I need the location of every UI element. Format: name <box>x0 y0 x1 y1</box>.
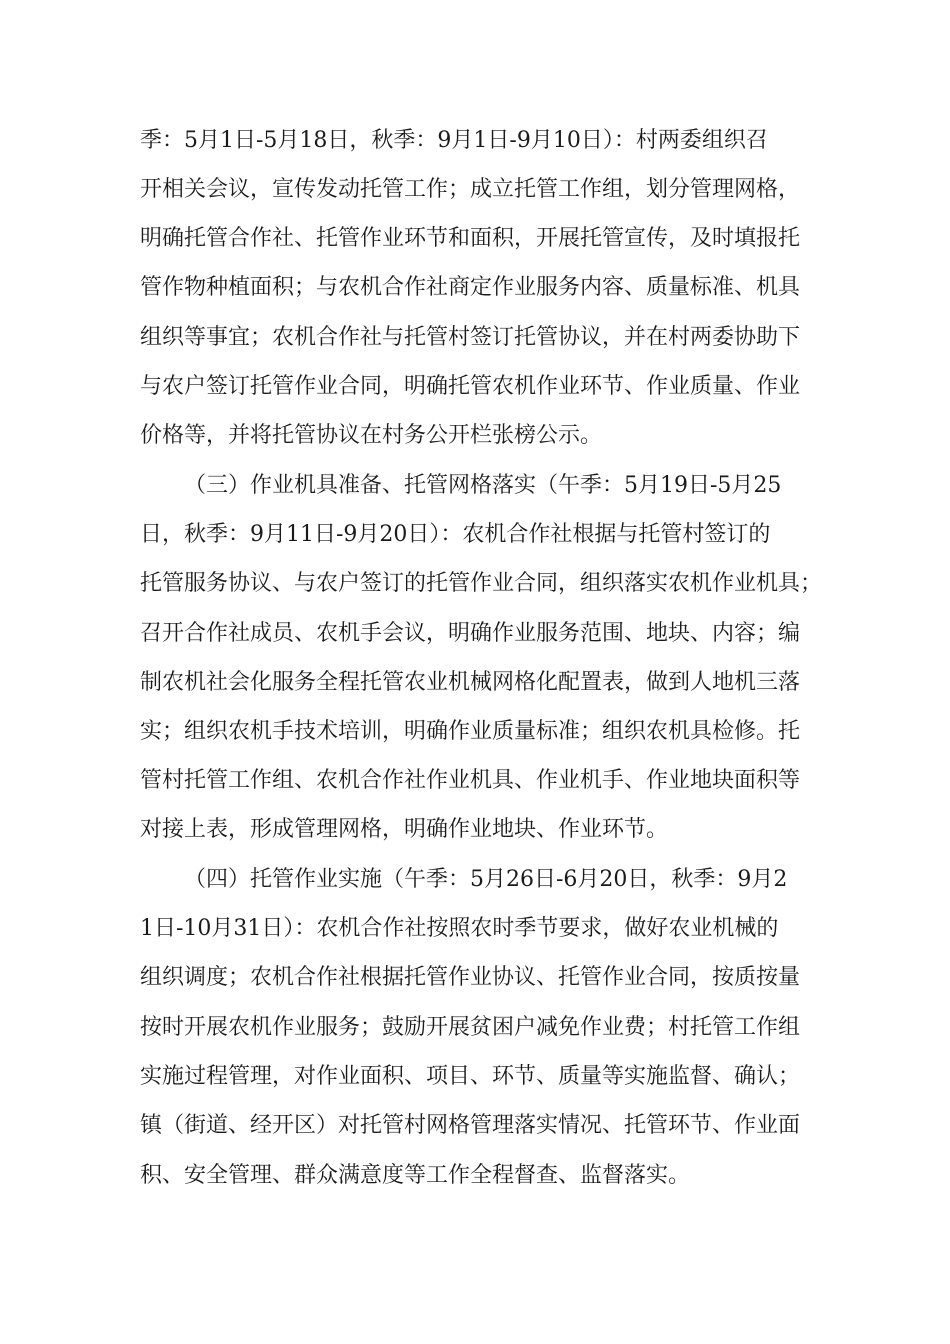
text-line: 组织调度；农机合作社根据托管作业协议、托管作业合同，按质按量 <box>140 965 801 990</box>
text-line: 价格等，并将托管协议在村务公开栏张榜公示。 <box>140 423 603 448</box>
text-line: 与农户签订托管作业合同，明确托管农机作业环节、作业质量、作业 <box>140 374 801 399</box>
text-line: 管村托管工作组、农机合作社作业机具、作业机手、作业地块面积等 <box>140 768 801 793</box>
section-heading-three: （三）作业机具准备、托管网格落实（午季：5月19日-5月25 <box>184 473 782 498</box>
text-line: 日，秋季：9月11日-9月20日）：农机合作社根据与托管村签订的 <box>140 522 771 547</box>
text-line: 开相关会议，宣传发动托管工作；成立托管工作组，划分管理网格， <box>140 177 801 202</box>
text-line: 镇（街道、经开区）对托管村网格管理落实情况、托管环节、作业面 <box>140 1113 801 1138</box>
text-line: 1日-10月31日）：农机合作社按照农时季节要求，做好农业机械的 <box>140 916 779 941</box>
text-line: 托管服务协议、与农户签订的托管作业合同，组织落实农机作业机具； <box>140 571 823 596</box>
text-line: 对接上表，形成管理网格，明确作业地块、作业环节。 <box>140 817 669 842</box>
text-line: 季：5月1日-5月18日，秋季：9月1日-9月10日）：村两委组织召 <box>140 128 768 153</box>
text-line: 召开合作社成员、农机手会议，明确作业服务范围、地块、内容；编 <box>140 621 801 646</box>
text-line: 明确托管合作社、托管作业环节和面积，开展托管宣传，及时填报托 <box>140 226 801 251</box>
text-line: 组织等事宜；农机合作社与托管村签订托管协议，并在村两委协助下 <box>140 325 801 350</box>
section-heading-four: （四）托管作业实施（午季：5月26日-6月20日，秋季：9月2 <box>184 867 788 892</box>
text-line: 积、安全管理、群众满意度等工作全程督查、监督落实。 <box>140 1163 691 1188</box>
text-line: 制农机社会化服务全程托管农业机械网格化配置表，做到人地机三落 <box>140 670 801 695</box>
text-line: 实施过程管理，对作业面积、项目、环节、质量等实施监督、确认； <box>140 1064 801 1089</box>
text-line: 按时开展农机作业服务；鼓励开展贫困户减免作业费；村托管工作组 <box>140 1015 801 1040</box>
text-line: 实；组织农机手技术培训，明确作业质量标准；组织农机具检修。托 <box>140 719 801 744</box>
text-line: 管作物种植面积；与农机合作社商定作业服务内容、质量标准、机具 <box>140 275 801 300</box>
